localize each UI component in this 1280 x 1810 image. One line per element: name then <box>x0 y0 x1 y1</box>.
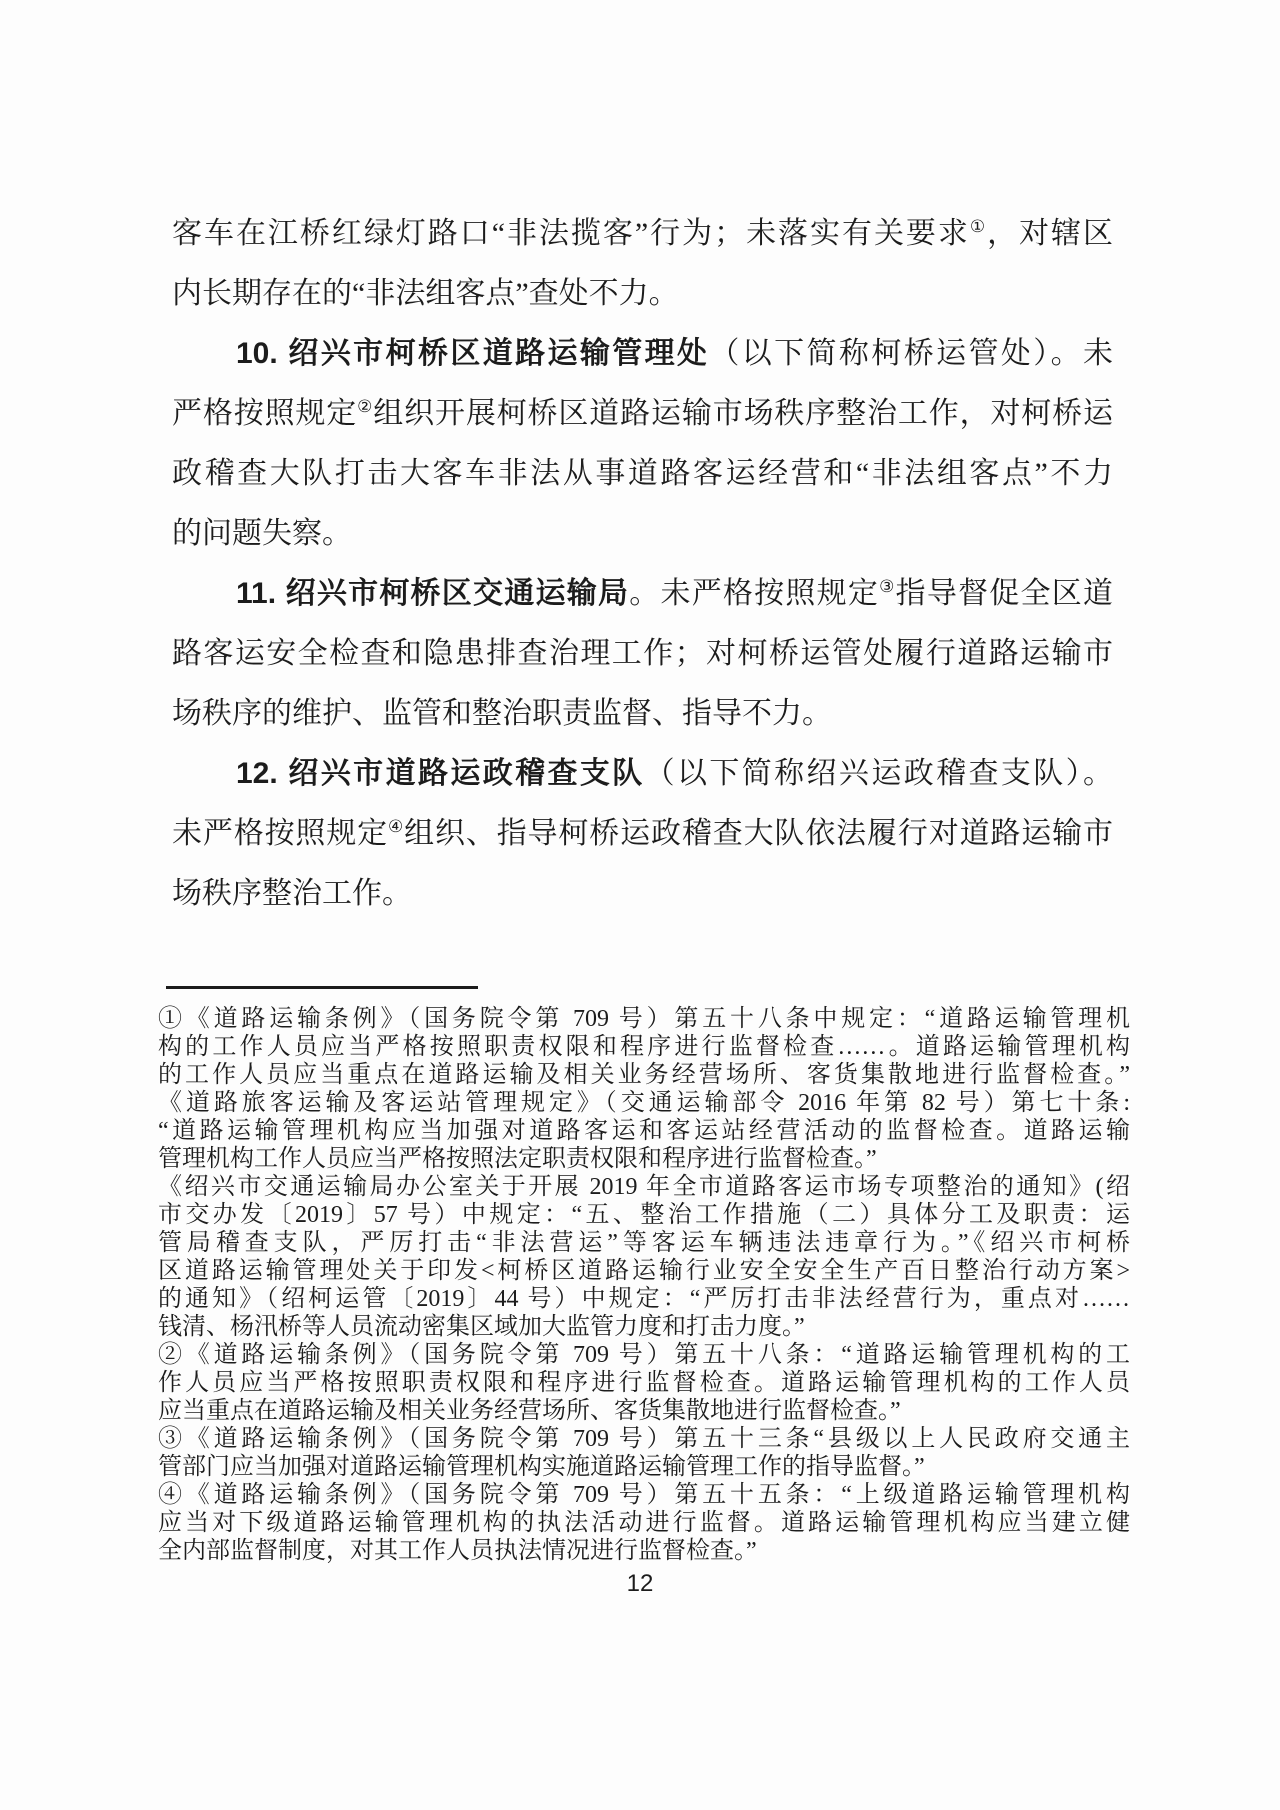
footnote-line: 管部门应当加强对道路运输管理机构实施道路运输管理工作的指导监督。” <box>158 1454 925 1480</box>
text-run: 指导督促全区道 <box>895 577 1114 610</box>
footnote-line: 《绍兴市交通运输局办公室关于开展 2019 年全市道路客运市场专项整治的通知》(绍 <box>158 1174 1130 1200</box>
footnote-line: ③《道路运输条例》（国务院令第 709 号）第五十三条“县级以上人民政府交通主 <box>158 1426 1130 1452</box>
footnote-line: 的工作人员应当重点在道路运输及相关业务经营场所、客货集散地进行监督检查。” <box>158 1062 1130 1088</box>
text-run: 场秩序的维护、监管和整治职责监督、指导不力。 <box>172 697 832 730</box>
text-run: 的问题失察。 <box>172 517 352 550</box>
footnote-line: 应当重点在道路运输及相关业务经营场所、客货集散地进行监督检查。” <box>158 1398 901 1424</box>
text-run: 场秩序整治工作。 <box>172 877 412 910</box>
footnote-reference-superscript: ② <box>357 397 374 416</box>
text-run: （以下简称绍兴运政稽查支队）。 <box>644 757 1113 790</box>
text-run: 严格按照规定 <box>172 397 358 430</box>
text-run: 组织、指导柯桥运政稽查大队依法履行对道路运输市 <box>404 817 1114 850</box>
text-run: ，对辖区 <box>987 217 1113 250</box>
footnote-reference-superscript: ① <box>969 217 988 236</box>
footnote-line: ④《道路运输条例》（国务院令第 709 号）第五十五条：“上级道路运输管理机构 <box>158 1482 1130 1508</box>
text-run: （以下简称柯桥运管处）。未 <box>709 337 1113 370</box>
body-text-line <box>172 684 1113 744</box>
bold-heading-run: 10. 绍兴市柯桥区道路运输管理处 <box>236 337 710 370</box>
footnote-line: 的通知》（绍柯运管〔2019〕44 号）中规定：“严厉打击非法经营行为，重点对…… <box>158 1286 1130 1312</box>
footnote-line: 钱清、杨汛桥等人员流动密集区域加大监管力度和打击力度。” <box>158 1314 805 1340</box>
footnotes <box>158 1005 1130 1565</box>
body-text-line <box>172 444 1113 504</box>
text-run: 内长期存在的“非法组客点”查处不力。 <box>172 277 679 310</box>
footnote-line: 区道路运输管理处关于印发<柯桥区道路运输行业安全安全生产百日整治行动方案> <box>158 1258 1130 1284</box>
body-text-line <box>172 624 1113 684</box>
body-text-line <box>172 324 1113 384</box>
body-text-line <box>172 384 1113 444</box>
footnote-line: ①《道路运输条例》（国务院令第 709 号）第五十八条中规定：“道路运输管理机 <box>158 1006 1130 1032</box>
page-number: 12 <box>626 1570 654 1597</box>
text-run: 路客运安全检查和隐患排查治理工作；对柯桥运管处履行道路运输市 <box>172 637 1113 670</box>
footnote-line: 管理机构工作人员应当严格按照法定职责权限和程序进行监督检查。” <box>158 1146 877 1172</box>
text-run: 客车在江桥红绿灯路口“非法揽客”行为；未落实有关要求 <box>172 217 970 250</box>
body-text-line <box>172 864 1113 924</box>
footnote-reference-superscript: ④ <box>388 817 405 836</box>
footnote-line: ②《道路运输条例》（国务院令第 709 号）第五十八条：“道路运输管理机构的工 <box>158 1342 1130 1368</box>
body-text-line <box>172 744 1113 804</box>
footnote-line: 构的工作人员应当严格按照职责权限和程序进行监督检查……。道路运输管理机构 <box>158 1034 1130 1060</box>
footnote-reference-superscript: ③ <box>879 577 896 596</box>
body-text-line <box>172 204 1113 264</box>
body-text-line <box>172 564 1113 624</box>
bold-heading-run: 11. 绍兴市柯桥区交通运输局 <box>236 577 630 610</box>
text-run: 。未严格按照规定 <box>629 577 880 610</box>
footnote-line: “道路运输管理机构应当加强对道路客运和客运站经营活动的监督检查。道路运输 <box>158 1118 1130 1144</box>
body-text-line <box>172 804 1113 864</box>
footnote-separator <box>166 986 478 989</box>
text-run: 政稽查大队打击大客车非法从事道路客运经营和“非法组客点”不力 <box>172 457 1113 490</box>
text-run: 未严格按照规定 <box>172 817 389 850</box>
text-run: 组织开展柯桥区道路运输市场秩序整治工作，对柯桥运 <box>373 397 1114 430</box>
body-text <box>172 204 1113 924</box>
footnote-line: 作人员应当严格按照职责权限和程序进行监督检查。道路运输管理机构的工作人员 <box>158 1370 1130 1396</box>
bold-heading-run: 12. 绍兴市道路运政稽查支队 <box>236 757 645 790</box>
footnote-line: 应当对下级道路运输管理机构的执法活动进行监督。道路运输管理机构应当建立健 <box>158 1510 1130 1536</box>
footnote-line: 市交办发〔2019〕57 号）中规定：“五、整治工作措施（二）具体分工及职责：运 <box>158 1202 1130 1228</box>
footnote-line: 管局稽查支队，严厉打击“非法营运”等客运车辆违法违章行为。”《绍兴市柯桥 <box>158 1230 1130 1256</box>
body-text-line <box>172 264 1113 324</box>
body-text-line <box>172 504 1113 564</box>
footnote-line: 全内部监督制度，对其工作人员执法情况进行监督检查。” <box>158 1538 757 1564</box>
footnote-line: 《道路旅客运输及客运站管理规定》（交通运输部令 2016 年第 82 号）第七十条: <box>158 1090 1130 1116</box>
